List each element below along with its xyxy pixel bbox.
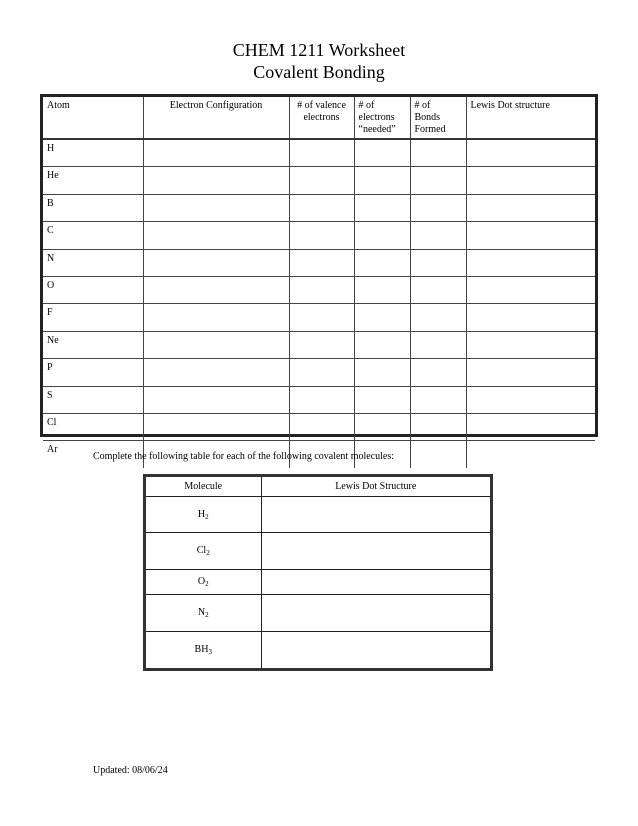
bonds-formed-cell[interactable] [410,194,466,221]
atom-row [43,304,595,331]
molecule-formula [146,595,261,632]
lewis-dot-cell[interactable] [466,413,595,440]
bonds-formed-cell[interactable] [410,304,466,331]
bonds-formed-cell[interactable] [410,331,466,358]
atom-symbol: P [43,359,143,386]
molecule-row [146,570,490,595]
electron-configuration-cell[interactable] [143,276,289,303]
valence-electrons-cell[interactable] [289,249,354,276]
lewis-structure-cell[interactable] [261,497,490,533]
molecule-row [146,533,490,570]
atom-symbol: B [43,194,143,221]
header-bonds-line3: Formed [414,124,446,135]
atom-row [43,331,595,358]
atom-symbol: N [43,249,143,276]
instructions-text: Complete the following table for each of the following covalent molecules: [93,451,395,462]
valence-electrons-cell[interactable] [289,413,354,440]
electron-configuration-cell[interactable] [143,222,289,249]
electrons-needed-cell[interactable] [354,167,410,194]
electron-configuration-cell[interactable] [143,194,289,221]
header-atom: Atom [43,97,143,139]
molecule-formula [146,533,261,570]
electrons-needed-cell[interactable] [354,359,410,386]
lewis-dot-cell[interactable] [466,359,595,386]
lewis-dot-cell[interactable] [466,441,595,468]
formula-base: O [197,576,206,587]
electron-configuration-cell[interactable] [143,304,289,331]
header-bonds-line2: Bonds [414,112,441,123]
molecule-formula [146,497,261,533]
formula-subscript: 2 [205,611,209,619]
bonds-formed-cell[interactable] [410,167,466,194]
atom-symbol: Cl [43,413,143,440]
atom-symbol: H [43,139,143,167]
electrons-needed-cell[interactable] [354,194,410,221]
molecule-table-body [146,497,490,669]
worksheet-subtitle: Covalent Bonding [253,62,385,82]
electrons-needed-cell[interactable] [354,331,410,358]
bonds-formed-cell[interactable] [410,413,466,440]
molecule-table [143,474,493,671]
atom-table-body [43,139,595,468]
header-valence-line2: electrons [303,112,340,123]
header-lewis-dot-structure: Lewis Dot Structure [261,477,490,497]
formula-subscript: 2 [205,580,209,588]
electrons-needed-cell[interactable] [354,304,410,331]
atom-row [43,359,595,386]
formula-subscript: 2 [205,512,209,521]
electron-configuration-cell[interactable] [143,359,289,386]
header-needed-line3: “needed” [358,124,396,135]
electron-configuration-cell[interactable] [143,413,289,440]
atom-table [40,94,598,456]
valence-electrons-cell[interactable] [289,276,354,303]
header-bonds-line1: # of [414,100,431,111]
worksheet-title: CHEM 1211 Worksheet [232,40,406,60]
atom-symbol: F [43,304,143,331]
header-valence-electrons [289,97,354,139]
bonds-formed-cell[interactable] [410,386,466,413]
lewis-dot-cell[interactable] [466,222,595,249]
molecule-formula [146,570,261,595]
lewis-dot-cell[interactable] [466,249,595,276]
atom-row [43,194,595,221]
electron-configuration-cell[interactable] [143,331,289,358]
valence-electrons-cell[interactable] [289,359,354,386]
valence-electrons-cell[interactable] [289,304,354,331]
electron-configuration-cell[interactable] [143,386,289,413]
atom-table-header [43,97,595,139]
atom-row [43,222,595,249]
lewis-dot-cell[interactable] [466,167,595,194]
lewis-dot-cell[interactable] [466,194,595,221]
molecule-row [146,497,490,533]
header-molecule: Molecule [146,477,261,497]
atom-symbol: C [43,222,143,249]
atom-symbol: O [43,276,143,303]
molecule-table-header [146,477,490,497]
valence-electrons-cell[interactable] [289,386,354,413]
molecule-formula [146,632,261,669]
formula-subscript: 3 [208,648,212,656]
bonds-formed-cell[interactable] [410,249,466,276]
header-needed-line2: electrons [358,112,395,123]
valence-electrons-cell[interactable] [289,167,354,194]
header-lewis-dot-structure: Lewis Dot structure [466,97,595,139]
atom-row [43,413,595,440]
atom-row [43,139,595,167]
lewis-dot-cell[interactable] [466,276,595,303]
header-bonds-formed [410,97,466,139]
valence-electrons-cell[interactable] [289,331,354,358]
electrons-needed-cell[interactable] [354,139,410,167]
lewis-dot-cell[interactable] [466,386,595,413]
lewis-dot-cell[interactable] [466,139,595,167]
updated-date: Updated: 08/06/24 [93,765,168,776]
atom-row [43,386,595,413]
electron-configuration-cell[interactable] [143,249,289,276]
valence-electrons-cell[interactable] [289,222,354,249]
valence-electrons-cell[interactable] [289,194,354,221]
bonds-formed-cell[interactable] [410,222,466,249]
molecule-row [146,595,490,632]
atom-symbol: Ne [43,331,143,358]
bonds-formed-cell[interactable] [410,139,466,167]
header-needed-line1: # of [358,100,375,111]
formula-base: N [197,607,206,618]
electrons-needed-cell[interactable] [354,249,410,276]
molecule-row [146,632,490,669]
electrons-needed-cell[interactable] [354,386,410,413]
electron-configuration-cell[interactable] [143,139,289,167]
bonds-formed-cell[interactable] [410,441,466,468]
atom-row [43,276,595,303]
formula-subscript: 2 [206,549,210,557]
electron-configuration-cell[interactable] [143,167,289,194]
formula-base: BH [194,644,209,655]
atom-row [43,167,595,194]
lewis-dot-cell[interactable] [466,304,595,331]
header-valence-line1: # of valence [297,100,346,111]
electrons-needed-cell[interactable] [354,222,410,249]
formula-base: H [197,508,206,520]
electrons-needed-cell[interactable] [354,413,410,440]
atom-symbol: S [43,386,143,413]
header-electrons-needed [354,97,410,139]
atom-symbol: Ar [43,441,143,468]
electrons-needed-cell[interactable] [354,276,410,303]
lewis-structure-cell[interactable] [261,632,490,669]
lewis-structure-cell[interactable] [261,570,490,595]
lewis-dot-cell[interactable] [466,331,595,358]
bonds-formed-cell[interactable] [410,276,466,303]
atom-row [43,249,595,276]
valence-electrons-cell[interactable] [289,139,354,167]
atom-symbol: He [43,167,143,194]
header-electron-configuration: Electron Configuration [143,97,289,139]
lewis-structure-cell[interactable] [261,533,490,570]
bonds-formed-cell[interactable] [410,359,466,386]
formula-base: Cl [196,545,207,556]
lewis-structure-cell[interactable] [261,595,490,632]
